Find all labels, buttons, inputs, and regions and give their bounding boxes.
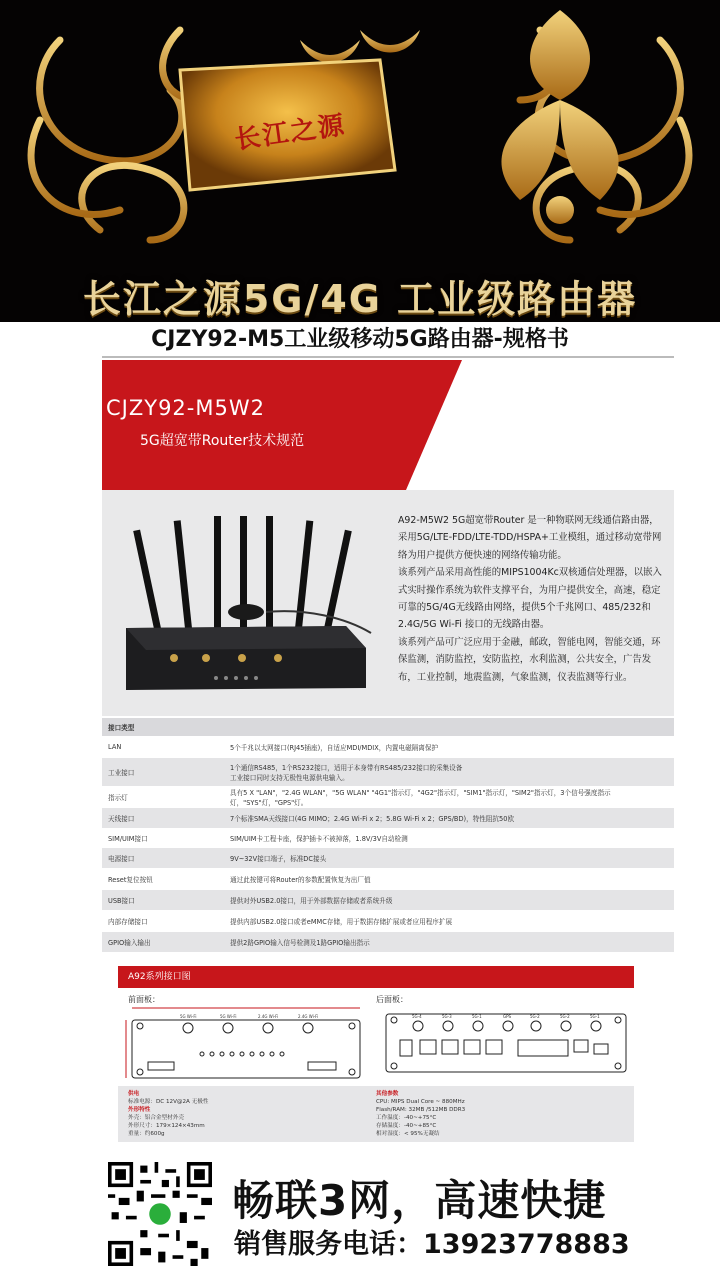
interface-specs	[118, 1086, 634, 1142]
front-panel-drawing	[126, 1008, 360, 1078]
sales-phone: 销售服务电话：13923778883	[234, 1229, 630, 1260]
row-value: 9V~32V接口端子，标准DC接头	[230, 855, 327, 863]
row-value: 提供对外USB2.0接口，用于外部数据存储或者系统升级	[230, 897, 393, 905]
banner-badge: 长江之源	[232, 110, 348, 156]
table-row	[102, 786, 674, 808]
row-key: 指示灯	[108, 794, 128, 802]
back-panel-label: 后面板：	[376, 995, 408, 1004]
front-panel-label: 前面板：	[128, 995, 160, 1004]
row-key: 工业接口	[108, 769, 135, 777]
back-port-label: 5G-1	[472, 1014, 482, 1019]
table-header-label: 接口类型	[108, 724, 135, 732]
intro-paragraph: A92-M5W2 5G超宽带Router 是一种物联网无线通信路由器，采用5G/LTE-FDD/LTE-TDD/HSPA+工业模组，通过移动宽带网络为用户提供方便快速的网络传输功能。	[398, 515, 662, 561]
hero-red-shape	[102, 356, 674, 490]
front-port-label: 2.4G Wi-Fi	[298, 1014, 319, 1019]
row-value: 1个通信RS485，1个RS232接口，适用于本身带有RS485/232接口的采集设备 工业接口同时支持无极性电源供电输入。	[230, 764, 463, 782]
row-value: 具有5 X "LAN"，"2.4G WLAN"，"5G WLAN" "4G1"指示灯，"4G2"指示灯，"SIM1"指示灯，"SIM2"指示灯，3个信号强度指示灯，"SYS"灯，"GPS"灯。	[230, 789, 611, 807]
row-value: 提供2路GPIO输入信号检测及1路GPIO输出指示	[230, 939, 370, 947]
router-image	[116, 508, 374, 698]
banner-title: 长江之源5G/4G 工业级路由器	[82, 277, 638, 321]
row-key: 天线接口	[108, 815, 135, 823]
row-key: 电源接口	[108, 855, 135, 863]
back-port-label: 5G-4	[412, 1014, 422, 1019]
hero-header	[102, 356, 674, 490]
back-port-label: 5G-2	[530, 1014, 540, 1019]
interface-diagram-header: A92系列接口图	[118, 966, 634, 988]
interface-diagram	[118, 966, 634, 1144]
table-header	[102, 718, 674, 736]
hero-subtitle: 5G超宽带Router技术规范	[140, 433, 305, 449]
table-row	[102, 758, 674, 786]
row-value: 通过此按键可将Router的参数配置恢复为出厂值	[230, 876, 371, 884]
document-title: CJZY92-M5工业级移动5G路由器-规格书	[0, 322, 720, 358]
table-row	[102, 848, 674, 868]
back-port-label: GPS	[503, 1014, 512, 1019]
spec-table	[102, 718, 674, 952]
back-port-label: 5G-2	[560, 1014, 570, 1019]
intro-text	[398, 512, 664, 686]
front-port-label: 2.4G Wi-Fi	[258, 1014, 279, 1019]
product-intro	[102, 490, 674, 716]
qr-code[interactable]	[108, 1162, 212, 1266]
table-row	[102, 808, 674, 828]
other-specs: 其他参数 CPU: MIPS Dual Core ~ 880MHz Flash/RAM: 32MB /512MB DDR3 工作温度：-40~+75°C 存储温度：-40~+85°C 相对湿度：< 95%无凝结	[376, 1091, 466, 1137]
row-key: USB接口	[108, 897, 135, 905]
power-specs: 供电 标准电源：DC 12V@2A 无极性 外形特性 外壳：铝合金型材外壳 外形尺寸：179×124×43mm 重量：约600g	[128, 1091, 209, 1137]
table-row	[102, 910, 674, 932]
intro-paragraph: 该系列产品可广泛应用于金融，邮政，智能电网，智能交通，环保监测，消防监控，安防监控，水利监测，公共安全，广告发布，工业控制，地震监测，气象监测，仪表监测等行业。	[398, 636, 661, 683]
table-row	[102, 890, 674, 910]
model-name: CJZY92-M5W2	[106, 396, 265, 420]
row-value: 提供内部USB2.0接口或者eMMC存储，用于数据存储扩展或者应用程序扩展	[230, 918, 453, 926]
row-key: LAN	[108, 743, 122, 751]
panel-drawings	[118, 966, 634, 1086]
row-key: 内部存储接口	[108, 918, 148, 926]
table-row	[102, 868, 674, 890]
front-port-label: 5G Wi-Fi	[180, 1014, 197, 1019]
row-value: 5个千兆以太网接口(RJ45插座)，自适应MDI/MDIX，内置电磁隔离保护	[230, 744, 439, 752]
banner	[0, 0, 720, 322]
back-panel-drawing	[386, 1014, 626, 1072]
row-value: 7个标准SMA天线接口(4G MIMO；2.4G Wi-Fi x 2；5.8G Wi-Fi x 2；GPS/BD)，特性阻抗50欧	[230, 815, 515, 823]
slogan: 畅联3网，高速快捷	[232, 1176, 607, 1225]
back-port-label: 5G-3	[442, 1014, 452, 1019]
spec-sheet	[102, 356, 674, 960]
table-row	[102, 932, 674, 952]
back-port-label: 5G-1	[590, 1014, 600, 1019]
row-key: Reset复位按钮	[108, 876, 153, 884]
intro-paragraph: 该系列产品采用高性能的MIPS1004Kc双核通信处理器，以嵌入式实时操作系统为软件支撑平台，为用户提供安全，高速，稳定可靠的5G/4G无线路由网络，提供5个千兆网口、485/232和 2.4G/5G Wi-Fi 接口的无线路由器。	[398, 567, 662, 631]
row-key: GPIO输入输出	[108, 939, 151, 947]
row-value: SIM/UIM卡工程卡座，保护插卡不被掉落，1.8V/3V自动检测	[230, 835, 408, 843]
table-row	[102, 828, 674, 848]
row-key: SIM/UIM接口	[108, 835, 148, 843]
wechat-icon	[149, 1203, 171, 1225]
table-row	[102, 736, 674, 758]
front-port-label: 5G Wi-Fi	[220, 1014, 237, 1019]
